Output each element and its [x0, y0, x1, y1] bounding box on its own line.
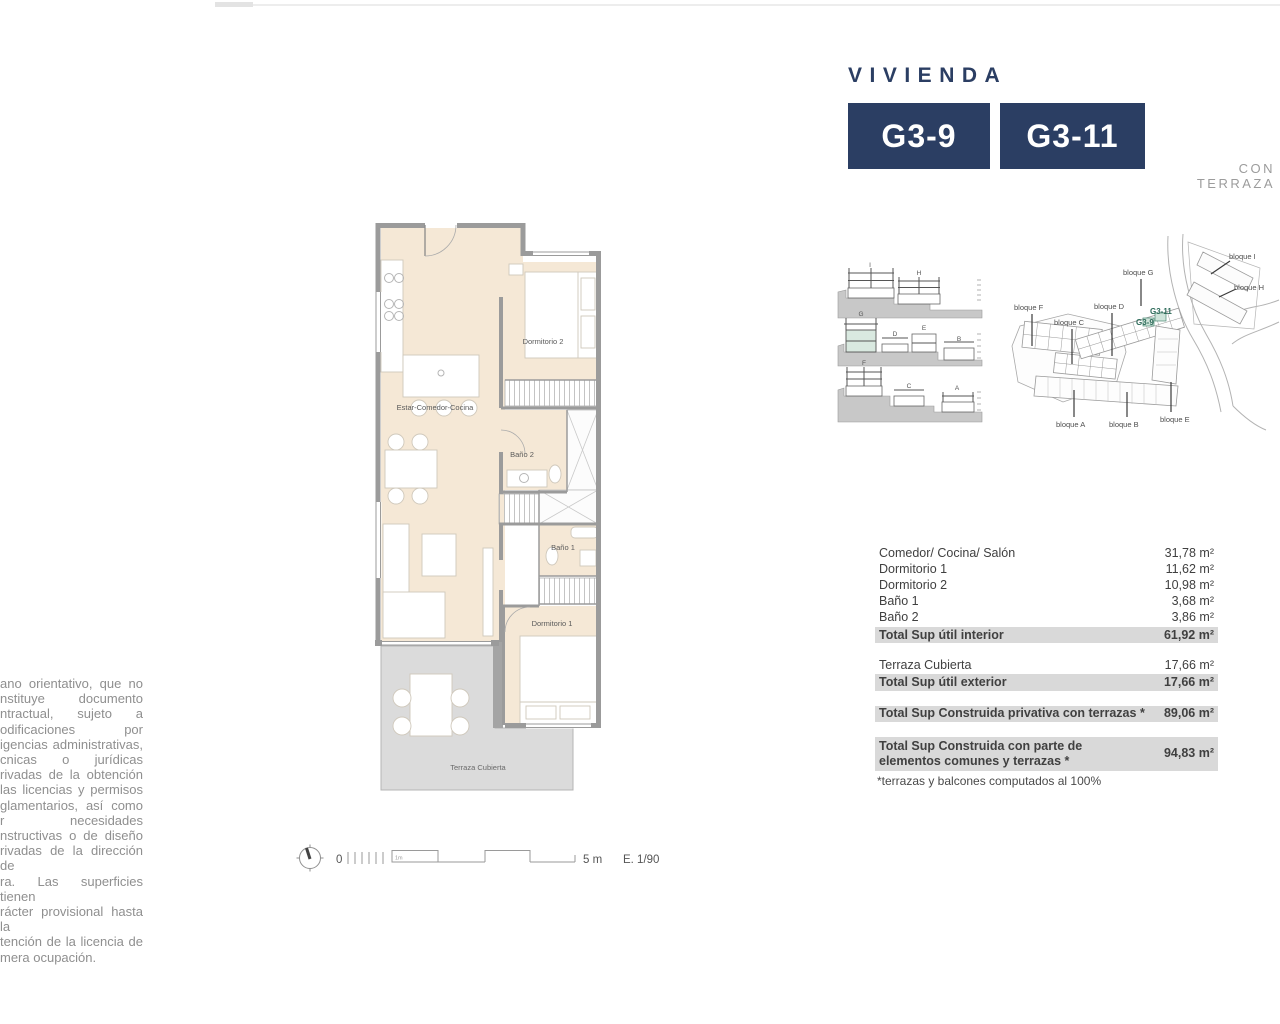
top-divider: [215, 4, 1280, 6]
area-row: [875, 561, 1218, 577]
site-label-bloque-f: bloque F: [1014, 303, 1044, 312]
disclaimer-line: nstructivas o de diseño: [0, 828, 143, 844]
area-label: Dormitorio 2: [879, 577, 948, 592]
floor-plan: [362, 212, 622, 812]
areas-table-rows: [875, 545, 1218, 771]
wardrobe-dorm2: [505, 380, 598, 406]
area-label: Dormitorio 1: [879, 561, 948, 576]
site-label-g3-9: G3-9: [1136, 318, 1154, 327]
disclaimer-text: [0, 676, 146, 965]
section-block-h: H: [916, 270, 922, 277]
terrace-chair-icon: [393, 689, 411, 707]
site-label-bloque-d: bloque D: [1094, 302, 1125, 311]
bathtub-icon: [571, 527, 598, 538]
label-bano-2: Baño 2: [510, 450, 534, 459]
sofa: [383, 592, 445, 638]
section-block-b: B: [956, 336, 962, 343]
area-value: 10,98 m²: [1164, 577, 1214, 592]
pillow-icon: [581, 316, 595, 348]
area-row: [875, 594, 1218, 610]
area-row: [875, 706, 1218, 722]
scale-ratio: E. 1/90: [623, 854, 660, 866]
bath1-sink: [580, 550, 596, 566]
site-label-g3-11: G3-11: [1150, 307, 1172, 316]
area-label: Total Sup Construida con parte de elementos comunes y terrazas *: [879, 738, 1083, 768]
tv-unit: [483, 548, 493, 636]
unit-badge-label: G3-9: [881, 117, 957, 154]
shower-bano-1: [539, 490, 598, 524]
pillow-icon: [560, 706, 590, 719]
section-block-a: A: [954, 385, 960, 392]
area-row: [875, 610, 1218, 626]
section-diagrams: [836, 260, 986, 425]
site-label-bloque-e: bloque E: [1160, 415, 1190, 424]
disclaimer-line: mera ocupación.: [0, 949, 97, 965]
scale-zero: 0: [336, 854, 343, 866]
disclaimer-line: rácter provisional hasta la: [0, 904, 143, 935]
area-value: 94,83 m²: [1163, 746, 1214, 761]
unit-badge-label: G3-11: [1026, 117, 1119, 154]
wardrobe-dorm1: [539, 578, 598, 604]
disclaimer-line: rivadas de la obtención: [0, 767, 143, 783]
area-row: [875, 674, 1218, 690]
pillow-icon: [581, 278, 595, 310]
section-block-c: C: [906, 383, 912, 390]
top-divider-accent: [215, 2, 253, 7]
scale-bar: [292, 838, 672, 878]
area-label: Total Sup útil exterior: [879, 674, 1007, 689]
area-label: Total Sup Construida privativa con terrazas *: [879, 706, 1145, 721]
table-spacer: [875, 723, 1218, 736]
toilet-icon: [549, 465, 561, 483]
area-value: 3,86 m²: [1171, 610, 1214, 625]
chair-icon: [412, 434, 428, 450]
sofa: [383, 524, 409, 596]
area-label: Terraza Cubierta: [879, 657, 972, 672]
area-value: 89,06 m²: [1163, 706, 1214, 721]
disclaimer-line: r necesidades: [0, 812, 143, 828]
scale-first-segment: 1m: [395, 855, 403, 862]
terrace-chair-icon: [451, 717, 469, 735]
chair-icon: [388, 488, 404, 504]
page-title: VIVIENDA: [848, 64, 1008, 87]
scale-max: 5 m: [583, 854, 603, 866]
table-spacer: [875, 692, 1218, 705]
disclaimer-line: tención de la licencia de: [0, 934, 143, 950]
chair-icon: [412, 488, 428, 504]
chair-icon: [388, 434, 404, 450]
label-dormitorio-1: Dormitorio 1: [531, 619, 573, 628]
disclaimer-line: glamentarios, así como: [0, 797, 143, 813]
subtitle-con-terraza: CON TERRAZA: [1196, 161, 1275, 191]
section-block-f: F: [862, 360, 866, 367]
disclaimer-line: cnicas o jurídicas: [0, 752, 143, 768]
terrace-chair-icon: [451, 689, 469, 707]
north-indicator-icon: [297, 845, 324, 872]
area-value: 31,78 m²: [1164, 545, 1214, 560]
area-row: [875, 627, 1218, 643]
closet-hall: [499, 494, 539, 524]
disclaimer-line: igencias administrativas,: [0, 736, 143, 752]
site-label-bloque-b: bloque B: [1109, 420, 1139, 429]
dining-table: [385, 450, 437, 488]
area-row: [875, 737, 1218, 771]
section-block-e: E: [921, 325, 927, 332]
terrace-chair-icon: [393, 717, 411, 735]
pillow-icon: [526, 706, 556, 719]
area-row: [875, 545, 1218, 561]
area-label: Total Sup útil interior: [879, 627, 1004, 642]
disclaimer-line: las licencias y permisos: [0, 782, 143, 798]
label-dormitorio-2: Dormitorio 2: [522, 337, 564, 346]
area-row: [875, 657, 1218, 673]
disclaimer-line: ano orientativo, que no: [0, 676, 143, 691]
disclaimer-line: ntractual, sujeto a: [0, 706, 143, 722]
area-value: 3,68 m²: [1171, 594, 1214, 609]
section-block-g: G: [858, 311, 864, 318]
disclaimer-line: rivadas de la dirección de: [0, 843, 143, 874]
area-row: [875, 577, 1218, 593]
section-block-d: D: [892, 331, 898, 338]
shower-bano-2: [567, 410, 598, 490]
terrace-table: [410, 674, 452, 736]
site-label-bloque-g: bloque G: [1123, 268, 1154, 277]
area-value: 61,92 m²: [1163, 627, 1214, 642]
area-value: 17,66 m²: [1164, 657, 1214, 672]
area-label: Comedor/ Cocina/ Salón: [879, 545, 1016, 560]
disclaimer-line: odificaciones por: [0, 721, 143, 737]
section-block-i: I: [869, 262, 871, 269]
site-map: [1008, 234, 1280, 446]
coffee-table: [422, 534, 456, 576]
site-label-bloque-i: bloque I: [1229, 252, 1256, 261]
area-value: 17,66 m²: [1163, 674, 1214, 689]
nightstand: [509, 264, 523, 275]
site-label-bloque-a: bloque A: [1056, 420, 1086, 429]
area-label: Baño 2: [879, 610, 919, 625]
unit-badge-g3-9: [848, 103, 990, 169]
label-living: Estar-Comedor-Cocina: [396, 403, 474, 412]
wall-terrace-divider: [493, 640, 503, 728]
disclaimer-line: ra. Las superficies tienen: [0, 873, 143, 904]
area-label: Baño 1: [879, 594, 919, 609]
disclaimer-line: nstituye documento: [0, 691, 143, 707]
site-label-bloque-c: bloque C: [1054, 318, 1085, 327]
table-spacer: [875, 644, 1218, 657]
site-label-bloque-h: bloque H: [1234, 283, 1265, 292]
unit-badge-g3-11: [1000, 103, 1145, 169]
areas-table: [875, 545, 1218, 788]
label-terraza: Terraza Cubierta: [450, 763, 506, 772]
area-value: 11,62 m²: [1165, 561, 1214, 576]
bath2-vanity: [507, 470, 547, 487]
areas-footnote: *terrazas y balcones computados al 100%: [877, 773, 1102, 788]
label-bano-1: Baño 1: [551, 543, 575, 552]
